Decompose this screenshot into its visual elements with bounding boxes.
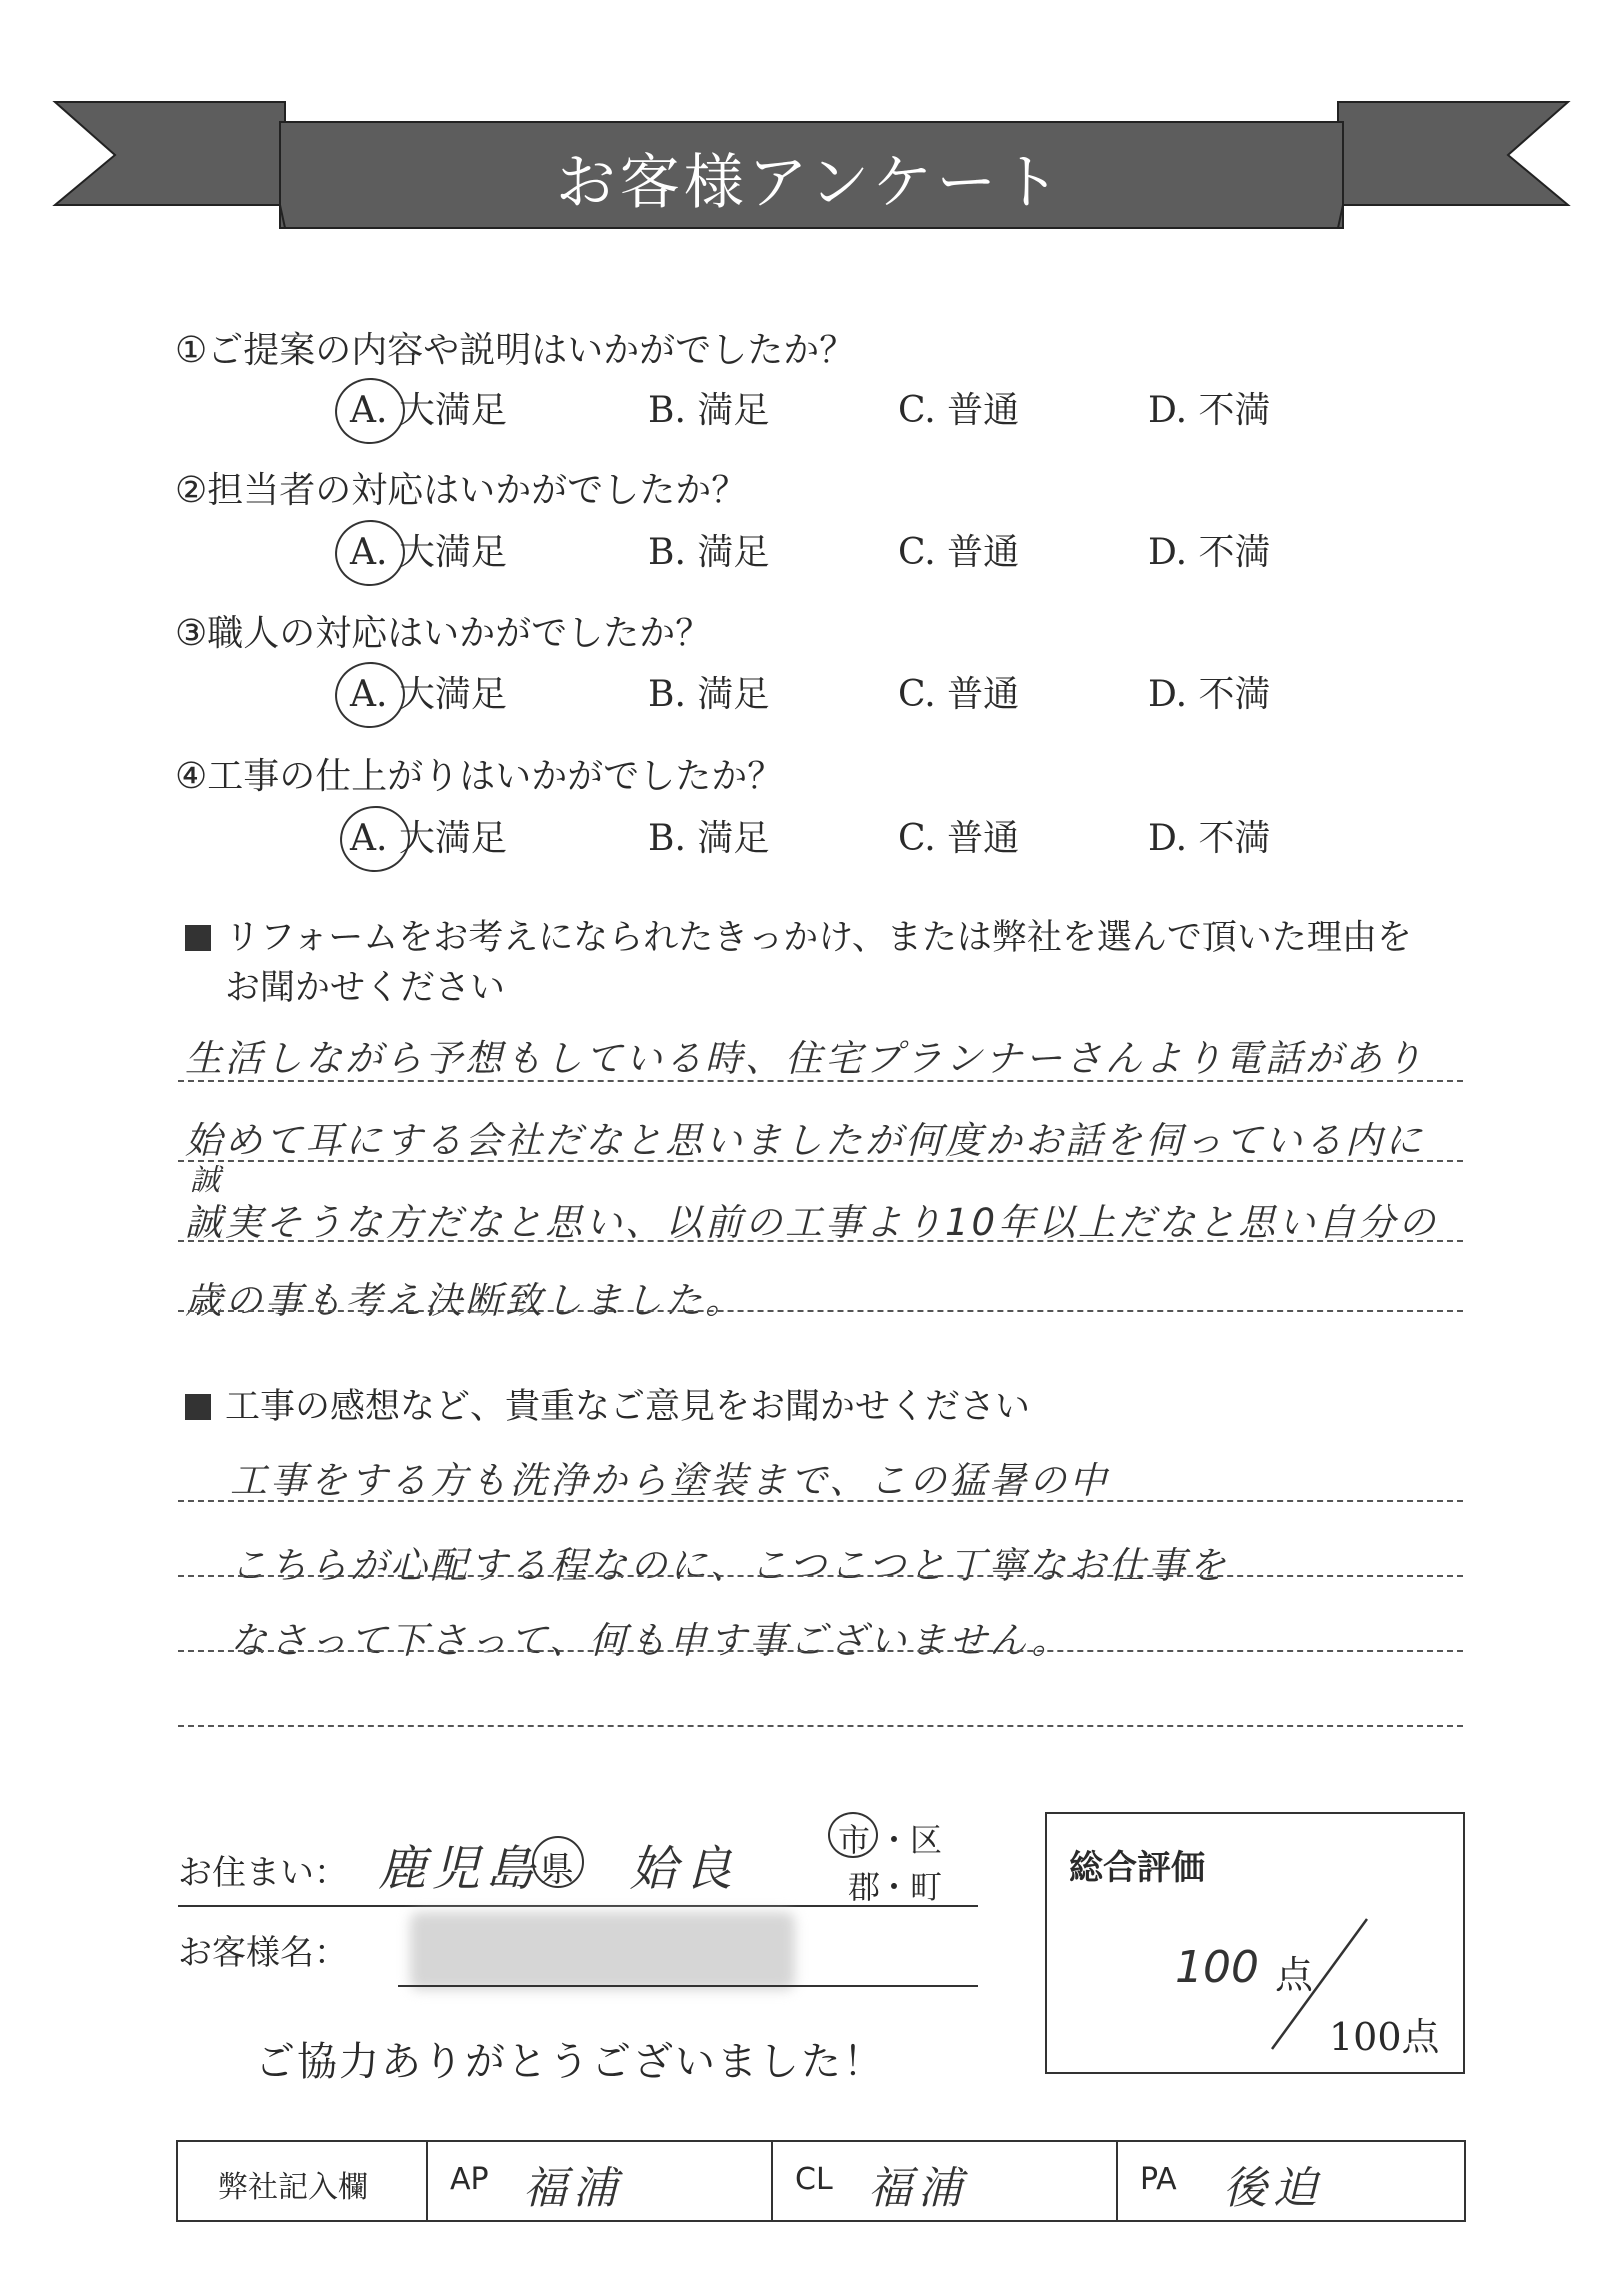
cl-cell bbox=[773, 2142, 1118, 2220]
address-city: 姶良 bbox=[630, 1841, 739, 1897]
q1-option-a[interactable]: A. 大満足 bbox=[350, 390, 507, 431]
customer-name-underline bbox=[398, 1985, 978, 1987]
writing-line bbox=[178, 1080, 1463, 1082]
evaluation-total: 100点 bbox=[1329, 2015, 1440, 2059]
ap-value: 福浦 bbox=[523, 2163, 623, 2214]
writing-line bbox=[178, 1725, 1463, 1727]
q4-option-a[interactable]: A. 大満足 bbox=[350, 818, 507, 859]
customer-name-label: お客様名： bbox=[178, 1933, 348, 1973]
unit-ku: ・区 bbox=[878, 1821, 943, 1859]
unit-shi: 市 bbox=[838, 1821, 871, 1859]
q3-option-a[interactable]: A. 大満足 bbox=[350, 674, 507, 715]
pa-value: 後迫 bbox=[1223, 2163, 1323, 2214]
q4-option-b[interactable]: B. 満足 bbox=[648, 818, 770, 859]
q3-option-c[interactable]: C. 普通 bbox=[898, 674, 1020, 715]
address-underline bbox=[178, 1905, 978, 1907]
writing-line bbox=[178, 1575, 1463, 1577]
question-2: ②担当者の対応はいかがでしたか？ bbox=[175, 470, 748, 511]
q1-option-b[interactable]: B. 満足 bbox=[648, 390, 770, 431]
section2-answer-line-3: なさって下さって、何も申す事ございません。 bbox=[230, 1619, 1072, 1662]
section1-answer-line-4: 歳の事も考え決断致しました。 bbox=[185, 1279, 745, 1322]
square-bullet-icon bbox=[185, 1394, 211, 1420]
writing-line bbox=[178, 1240, 1463, 1242]
survey-title: お客様アンケート bbox=[555, 148, 1065, 218]
correction-note: 誠 bbox=[190, 1163, 220, 1198]
writing-line bbox=[178, 1310, 1463, 1312]
evaluation-label: 総合評価 bbox=[1069, 1848, 1205, 1888]
pa-label: PA bbox=[1140, 2162, 1177, 2197]
unit-cho: ・町 bbox=[878, 1868, 943, 1906]
question-4: ④工事の仕上がりはいかがでしたか？ bbox=[175, 756, 784, 797]
q2-option-b[interactable]: B. 満足 bbox=[648, 532, 770, 573]
cl-label: CL bbox=[795, 2162, 833, 2197]
q2-option-c[interactable]: C. 普通 bbox=[898, 532, 1020, 573]
q4-option-c[interactable]: C. 普通 bbox=[898, 818, 1020, 859]
prefecture-suffix: 県 bbox=[540, 1850, 574, 1890]
section2-answer-line-1: 工事をする方も洗浄から塗装まで、この猛暑の中 bbox=[230, 1459, 1110, 1502]
q3-option-d[interactable]: D. 不満 bbox=[1148, 674, 1271, 715]
q2-option-a[interactable]: A. 大満足 bbox=[350, 532, 507, 573]
pa-cell bbox=[1118, 2142, 1464, 2220]
section1-answer-line-1: 生活しながら予想もしている時、住宅プランナーさんより電話があり bbox=[185, 1037, 1425, 1080]
address-label: お住まい： bbox=[178, 1853, 348, 1893]
section2-heading: 工事の感想など、貴重なご意見をお聞かせください bbox=[185, 1382, 1030, 1432]
overall-evaluation-box bbox=[1045, 1812, 1465, 2074]
writing-line bbox=[178, 1650, 1463, 1652]
evaluation-score: 100 bbox=[1175, 1942, 1259, 1993]
office-label: 弊社記入欄 bbox=[218, 2170, 368, 2205]
q2-option-d[interactable]: D. 不満 bbox=[1148, 532, 1271, 573]
office-label-cell bbox=[178, 2142, 428, 2220]
writing-line bbox=[178, 1160, 1463, 1162]
address-prefecture: 鹿児島 bbox=[378, 1841, 541, 1897]
q3-option-b[interactable]: B. 満足 bbox=[648, 674, 770, 715]
q4-option-d[interactable]: D. 不満 bbox=[1148, 818, 1271, 859]
customer-name-redacted bbox=[410, 1912, 795, 1990]
square-bullet-icon bbox=[185, 925, 211, 951]
section1-heading: リフォームをお考えになられたきっかけ、または弊社を選んで頂いた理由を お聞かせください bbox=[185, 913, 1412, 1013]
section1-answer-line-3: 誠実そうな方だなと思い、以前の工事より10年以上だなと思い自分の bbox=[185, 1201, 1439, 1244]
thanks-message: ご協力ありがとうございました！ bbox=[255, 2039, 885, 2085]
q1-option-d[interactable]: D. 不満 bbox=[1148, 390, 1271, 431]
q1-option-c[interactable]: C. 普通 bbox=[898, 390, 1020, 431]
question-3: ③職人の対応はいかがでしたか？ bbox=[175, 613, 712, 654]
ap-label: AP bbox=[450, 2162, 489, 2197]
office-use-table bbox=[176, 2140, 1466, 2222]
section1-answer-line-2: 始めて耳にする会社だなと思いましたが何度かお話を伺っている内に bbox=[185, 1119, 1425, 1162]
cl-value: 福浦 bbox=[868, 2163, 968, 2214]
question-1: ①ご提案の内容や説明はいかがでしたか？ bbox=[175, 330, 856, 371]
unit-gun: 郡 bbox=[848, 1868, 881, 1906]
evaluation-score-unit: 点 bbox=[1275, 1953, 1314, 1997]
ap-cell bbox=[428, 2142, 773, 2220]
writing-line bbox=[178, 1500, 1463, 1502]
section2-answer-line-2: こちらが心配する程なのに、こつこつと丁寧なお仕事を bbox=[230, 1544, 1229, 1587]
